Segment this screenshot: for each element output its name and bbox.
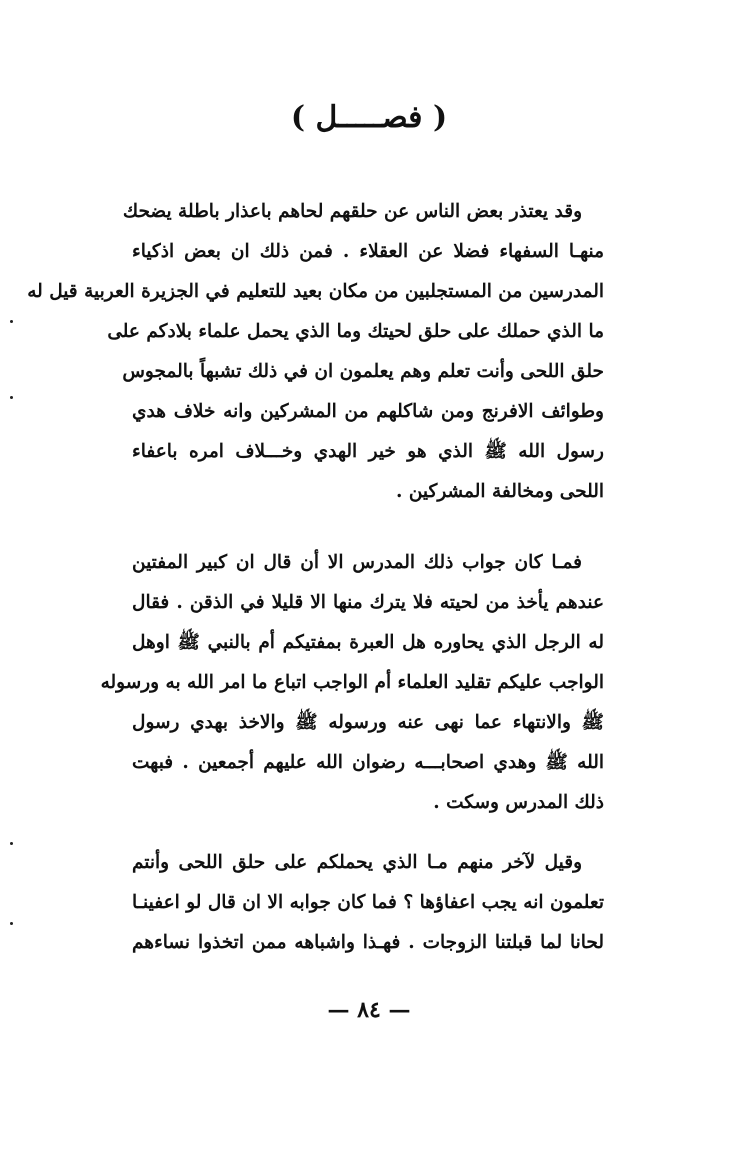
text-line: اللحى ومخالفة المشركين . [395, 481, 604, 502]
text-line: لحانا لما قبلتنا الزوجات . فهـذا واشباهه ممن اتخذوا نساءهم [132, 932, 604, 953]
margin-dot [10, 320, 13, 323]
paragraph-1 [27, 192, 604, 512]
text-line: ذلك المدرس وسكت . [433, 792, 604, 813]
text-line: له الرجل الذي يحاوره هل العبرة بمفتيكم أم بالنبي ﷺ اوهل [132, 632, 604, 653]
text-line: وطوائف الافرنج ومن شاكلهم من المشركين وانه خلاف هدي [132, 401, 604, 422]
text-line: رسول الله ﷺ الذي هو خير الهدي وخـــلاف امره باعفاء [132, 441, 604, 462]
paragraph-3 [132, 843, 604, 963]
text-line: ما الذي حملك على حلق لحيتك وما الذي يحمل علماء بلادكم على [107, 321, 604, 342]
text-line: عندهم يأخذ من لحيته فلا يترك منها الا قليلا في الذقن . فقال [132, 592, 604, 613]
text-line: الواجب عليكم تقليد العلماء أم الواجب اتباع ما امر الله به ورسوله [100, 672, 604, 693]
section-heading: ( فصـــــل ) [290, 100, 448, 135]
margin-dot [10, 396, 13, 399]
text-line: تعلمون انه يجب اعفاؤها ؟ فما كان جوابه الا ان قال لو اعفينـا [132, 892, 604, 913]
text-line: فمـا كان جواب ذلك المدرس الا أن قال ان كبير المفتين [132, 552, 582, 573]
text-line: حلق اللحى وأنت تعلم وهم يعلمون ان في ذلك تشبهاً بالمجوس [122, 361, 604, 382]
page-number: — ٨٤ — [327, 997, 411, 1023]
text-line: وقد يعتذر بعض الناس عن حلقهم لحاهم باعذار باطلة يضحك [122, 201, 582, 222]
text-line: ﷺ والانتهاء عما نهى عنه ورسوله ﷺ والاخذ بهدي رسول [132, 712, 604, 733]
margin-dot [10, 842, 13, 845]
paragraph-2 [100, 543, 604, 823]
text-line: وقيل لآخر منهم مـا الذي يحملكم على حلق اللحى وأنتم [132, 852, 582, 873]
text-line: منهـا السفهاء فضلا عن العقلاء . فمن ذلك ان بعض اذكياء [132, 241, 604, 262]
text-line: الله ﷺ وهدي اصحابـــه رضوان الله عليهم أجمعين . فبهت [132, 752, 604, 773]
text-line: المدرسين من المستجلبين من مكان بعيد للتعليم في الجزيرة العربية قيل له [27, 281, 604, 302]
margin-dot [10, 922, 13, 925]
